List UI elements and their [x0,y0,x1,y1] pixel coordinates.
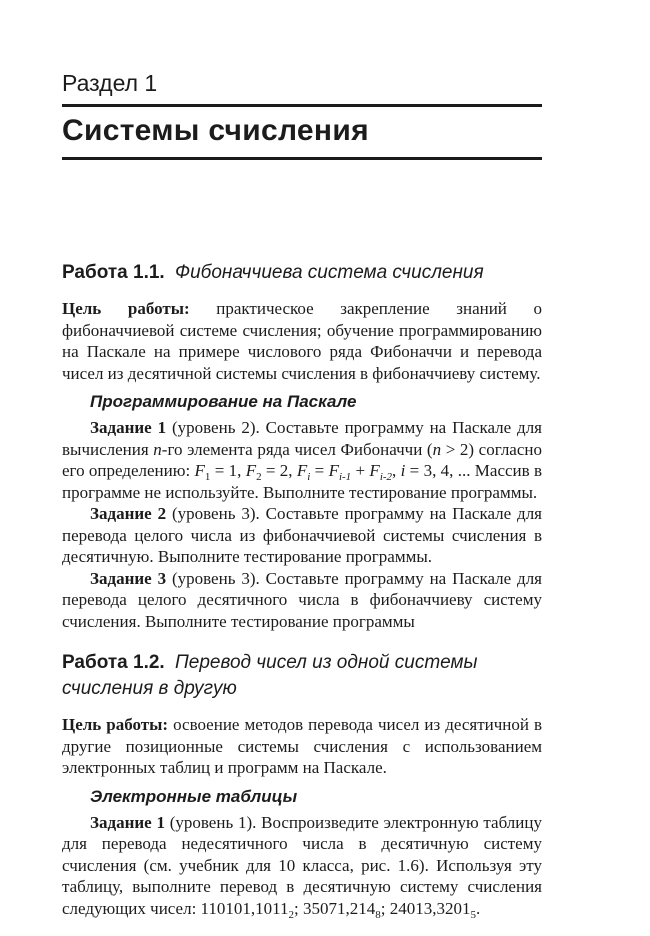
header-rule-top [62,104,542,107]
work-1-subsection-heading: Программирование на Паскале [90,392,357,411]
work-2-section [62,650,542,919]
work-1-task-1-paragraph: Задание 1 (уровень 2). Составьте программу на Паскале для вычисления n-го элемента ряда чисел Фибоначчи (n > 2) согласно его определению: $F_1 = 1$, $F_2 = 2$, $F_i = F_{i-1} + F_{i-2}$, i = 3, 4, ... Массив в программе не используйте. Выполните тестирование программы. [62,418,543,502]
work-1-task-2-paragraph: Задание 2 (уровень 3). Составьте программу на Паскале для перевода целого числа из фибоначчиевой системы счисления в десятичную. Выполните тестирование программы. [62,504,543,566]
work-1-goal-paragraph: Цель работы: практическое закрепление знаний о фибоначчиевой системе счисления; обучение программированию на Паскале на примере числового ряда Фибоначчи и перевода чисел из десятичной системы счисления в фибоначчиеву систему. [62,299,542,383]
work-2-task-1-paragraph: Задание 1 (уровень 1). Воспроизведите электронную таблицу для перевода недесятичного числа в десятичную систему счисления (см. учебник для 10 класса, рис. 1.6). Используя эту таблицу, выполните перевод в десятичную систему счисления следующих чисел: $110101,1011_2$; $35071,214_8$; $24013,3201_5$. [62,812,542,921]
work-1-task-3-paragraph: Задание 3 (уровень 3). Составьте программу на Паскале для перевода целого десятичного числа в фибоначчиеву систему счисления. Выполните тестирование программы [62,568,543,631]
section-label: Раздел 1 [62,70,158,96]
work-2-subsection-heading: Электронные таблицы [90,786,298,806]
header-rule-bottom [62,157,542,160]
work-2-goal-paragraph: Цель работы: освоение методов перевода чисел из десятичной в другие позиционные системы счисления с использованием электронных таблиц и программ на Паскале. [62,715,542,777]
work-1-section [62,260,542,632]
work-2-label: Работа 1.2. [62,652,165,673]
work-1-label: Работа 1.1. [62,262,165,283]
work-2-title: Перевод чисел из одной системы счисления в другую [62,652,478,699]
work-1-title: Фибоначчиева система счисления [174,262,484,283]
work-1-heading [62,260,542,286]
page-title: Системы счисления [62,114,369,147]
work-2-heading [62,650,542,702]
